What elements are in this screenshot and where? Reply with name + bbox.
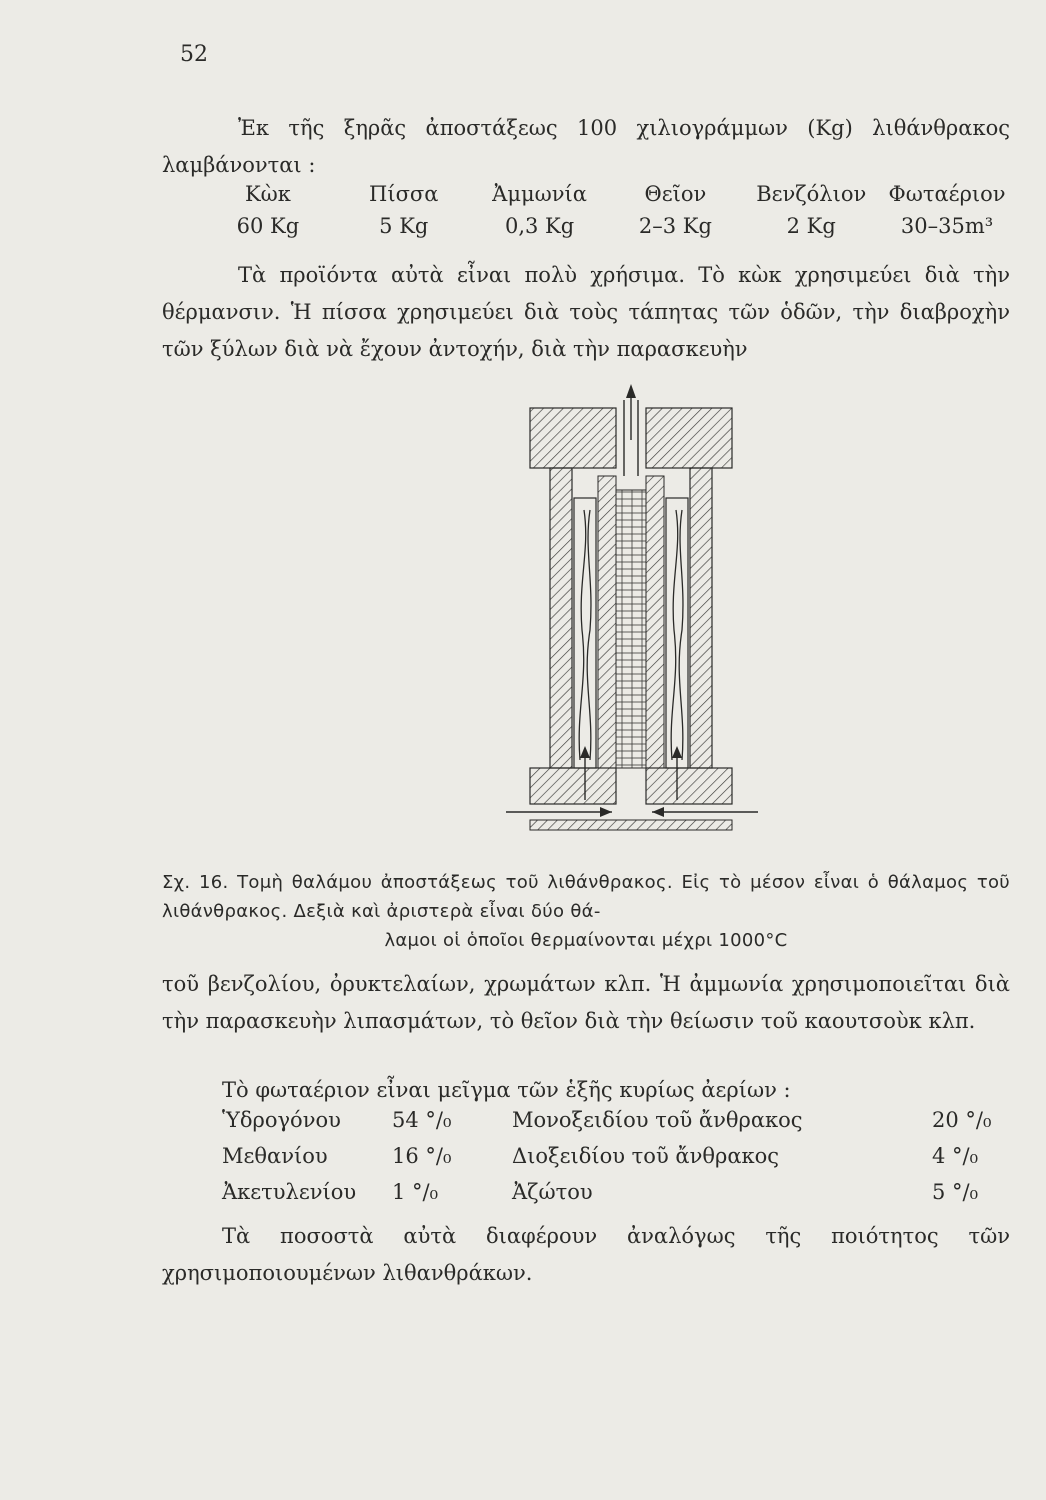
caption-last-line: λαμοι οἱ ὁποῖοι θερμαίνονται μέχρι 1000°C — [384, 930, 788, 951]
gas-name: Ὑδρογόνου — [222, 1108, 341, 1132]
gas-percent: 1 °/₀ — [392, 1180, 439, 1204]
top-wall — [530, 408, 616, 468]
coal-chamber — [616, 490, 646, 768]
product-name: Φωταέριον — [888, 182, 1006, 206]
gas-percent: 4 °/₀ — [932, 1144, 979, 1168]
inlet-arrow — [600, 807, 612, 817]
gas-row — [222, 1144, 1012, 1180]
paragraph-conclusion: Τὰ ποσοστὰ αὐτὰ διαφέρουν ἀναλόγως τῆς ποιότητος τῶν χρησιμοποιουμένων λιθανθράκων. — [162, 1224, 1010, 1285]
gas-composition-table — [222, 1108, 1012, 1216]
paragraph-intro: Ἐκ τῆς ξηρᾶς ἀποστάξεως 100 χιλιογράμμων (Kg) λιθάνθρακος λαμβάνονται : — [162, 116, 1010, 177]
left-wall — [550, 468, 572, 768]
paragraph-ammonia: τοῦ βενζολίου, ὀρυκτελαίων, χρωμάτων κλπ. Ἡ ἀμμωνία χρησιμοποιεῖται διὰ τὴν παρασκευὴν λιπασμάτων, τὸ θεῖον διὰ τὴν θείωσιν τοῦ καουτσοὺκ κλπ. — [162, 972, 1010, 1033]
product-amount: 5 Kg — [379, 214, 429, 238]
product-amount: 0,3 Kg — [504, 214, 575, 238]
gas-row — [222, 1180, 1012, 1216]
gas-name: Ἀκετυλενίου — [222, 1180, 357, 1204]
base-wall — [646, 768, 732, 804]
gas-percent: 54 °/₀ — [392, 1108, 452, 1132]
product-name: Βενζόλιον — [756, 182, 867, 206]
gas-row — [222, 1108, 1012, 1144]
figure-caption — [162, 868, 1010, 955]
floor — [530, 820, 732, 830]
page-number: 52 — [180, 42, 208, 67]
product-amount: 60 Kg — [236, 214, 300, 238]
gas-percent: 20 °/₀ — [932, 1108, 992, 1132]
product-name: Κὼκ — [244, 182, 291, 206]
paragraph-gas-intro: Τὸ φωταέριον εἶναι μεῖγμα τῶν ἑξῆς κυρίως ἀερίων : — [222, 1078, 791, 1102]
products-table — [200, 182, 1015, 246]
gas-name: Ἀζώτου — [512, 1180, 593, 1204]
product-name: Θεῖον — [644, 182, 707, 206]
product-name: Ἀμμωνία — [492, 182, 587, 206]
products-amounts-row — [200, 214, 1015, 246]
product-name: Πίσσα — [369, 182, 439, 206]
gas-percent: 5 °/₀ — [932, 1180, 979, 1204]
gas-name: Μεθανίου — [222, 1144, 328, 1168]
heating-chamber-right — [666, 498, 688, 768]
product-amount: 2 Kg — [786, 214, 836, 238]
inlet-arrow — [652, 807, 664, 817]
right-wall — [690, 468, 712, 768]
up-arrow — [626, 384, 636, 398]
top-wall — [646, 408, 732, 468]
distillation-chamber-figure — [502, 380, 762, 850]
product-amount: 2–3 Kg — [638, 214, 712, 238]
product-amount: 30–35m³ — [900, 214, 994, 238]
center-wall-left — [598, 476, 616, 768]
paragraph-uses: Τὰ προϊόντα αὐτὰ εἶναι πολὺ χρήσιμα. Τὸ κὼκ χρησιμεύει διὰ τὴν θέρμανσιν. Ἡ πίσσα χρησιμεύει διὰ τοὺς τάπητας τῶν ὁδῶν, τὴν διαβροχὴν τῶν ξύλων διὰ νὰ ἔχουν ἀντοχήν, διὰ τὴν παρασκευὴν — [162, 263, 1010, 361]
gas-name: Μονοξειδίου τοῦ ἄνθρακος — [512, 1108, 803, 1132]
products-names-row — [200, 182, 1015, 214]
heating-chamber-left — [574, 498, 596, 768]
base-wall — [530, 768, 616, 804]
center-wall-right — [646, 476, 664, 768]
gas-name: Διοξειδίου τοῦ ἄνθρακος — [512, 1144, 780, 1168]
gas-percent: 16 °/₀ — [392, 1144, 452, 1168]
caption-text: Σχ. 16. Τομὴ θαλάμου ἀποστάξεως τοῦ λιθάνθρακος. Εἰς τὸ μέσον εἶναι ὁ θάλαμος τοῦ λιθάνθρακος. Δεξιὰ καὶ ἀριστερὰ εἶναι δύο θά- — [162, 872, 1010, 922]
